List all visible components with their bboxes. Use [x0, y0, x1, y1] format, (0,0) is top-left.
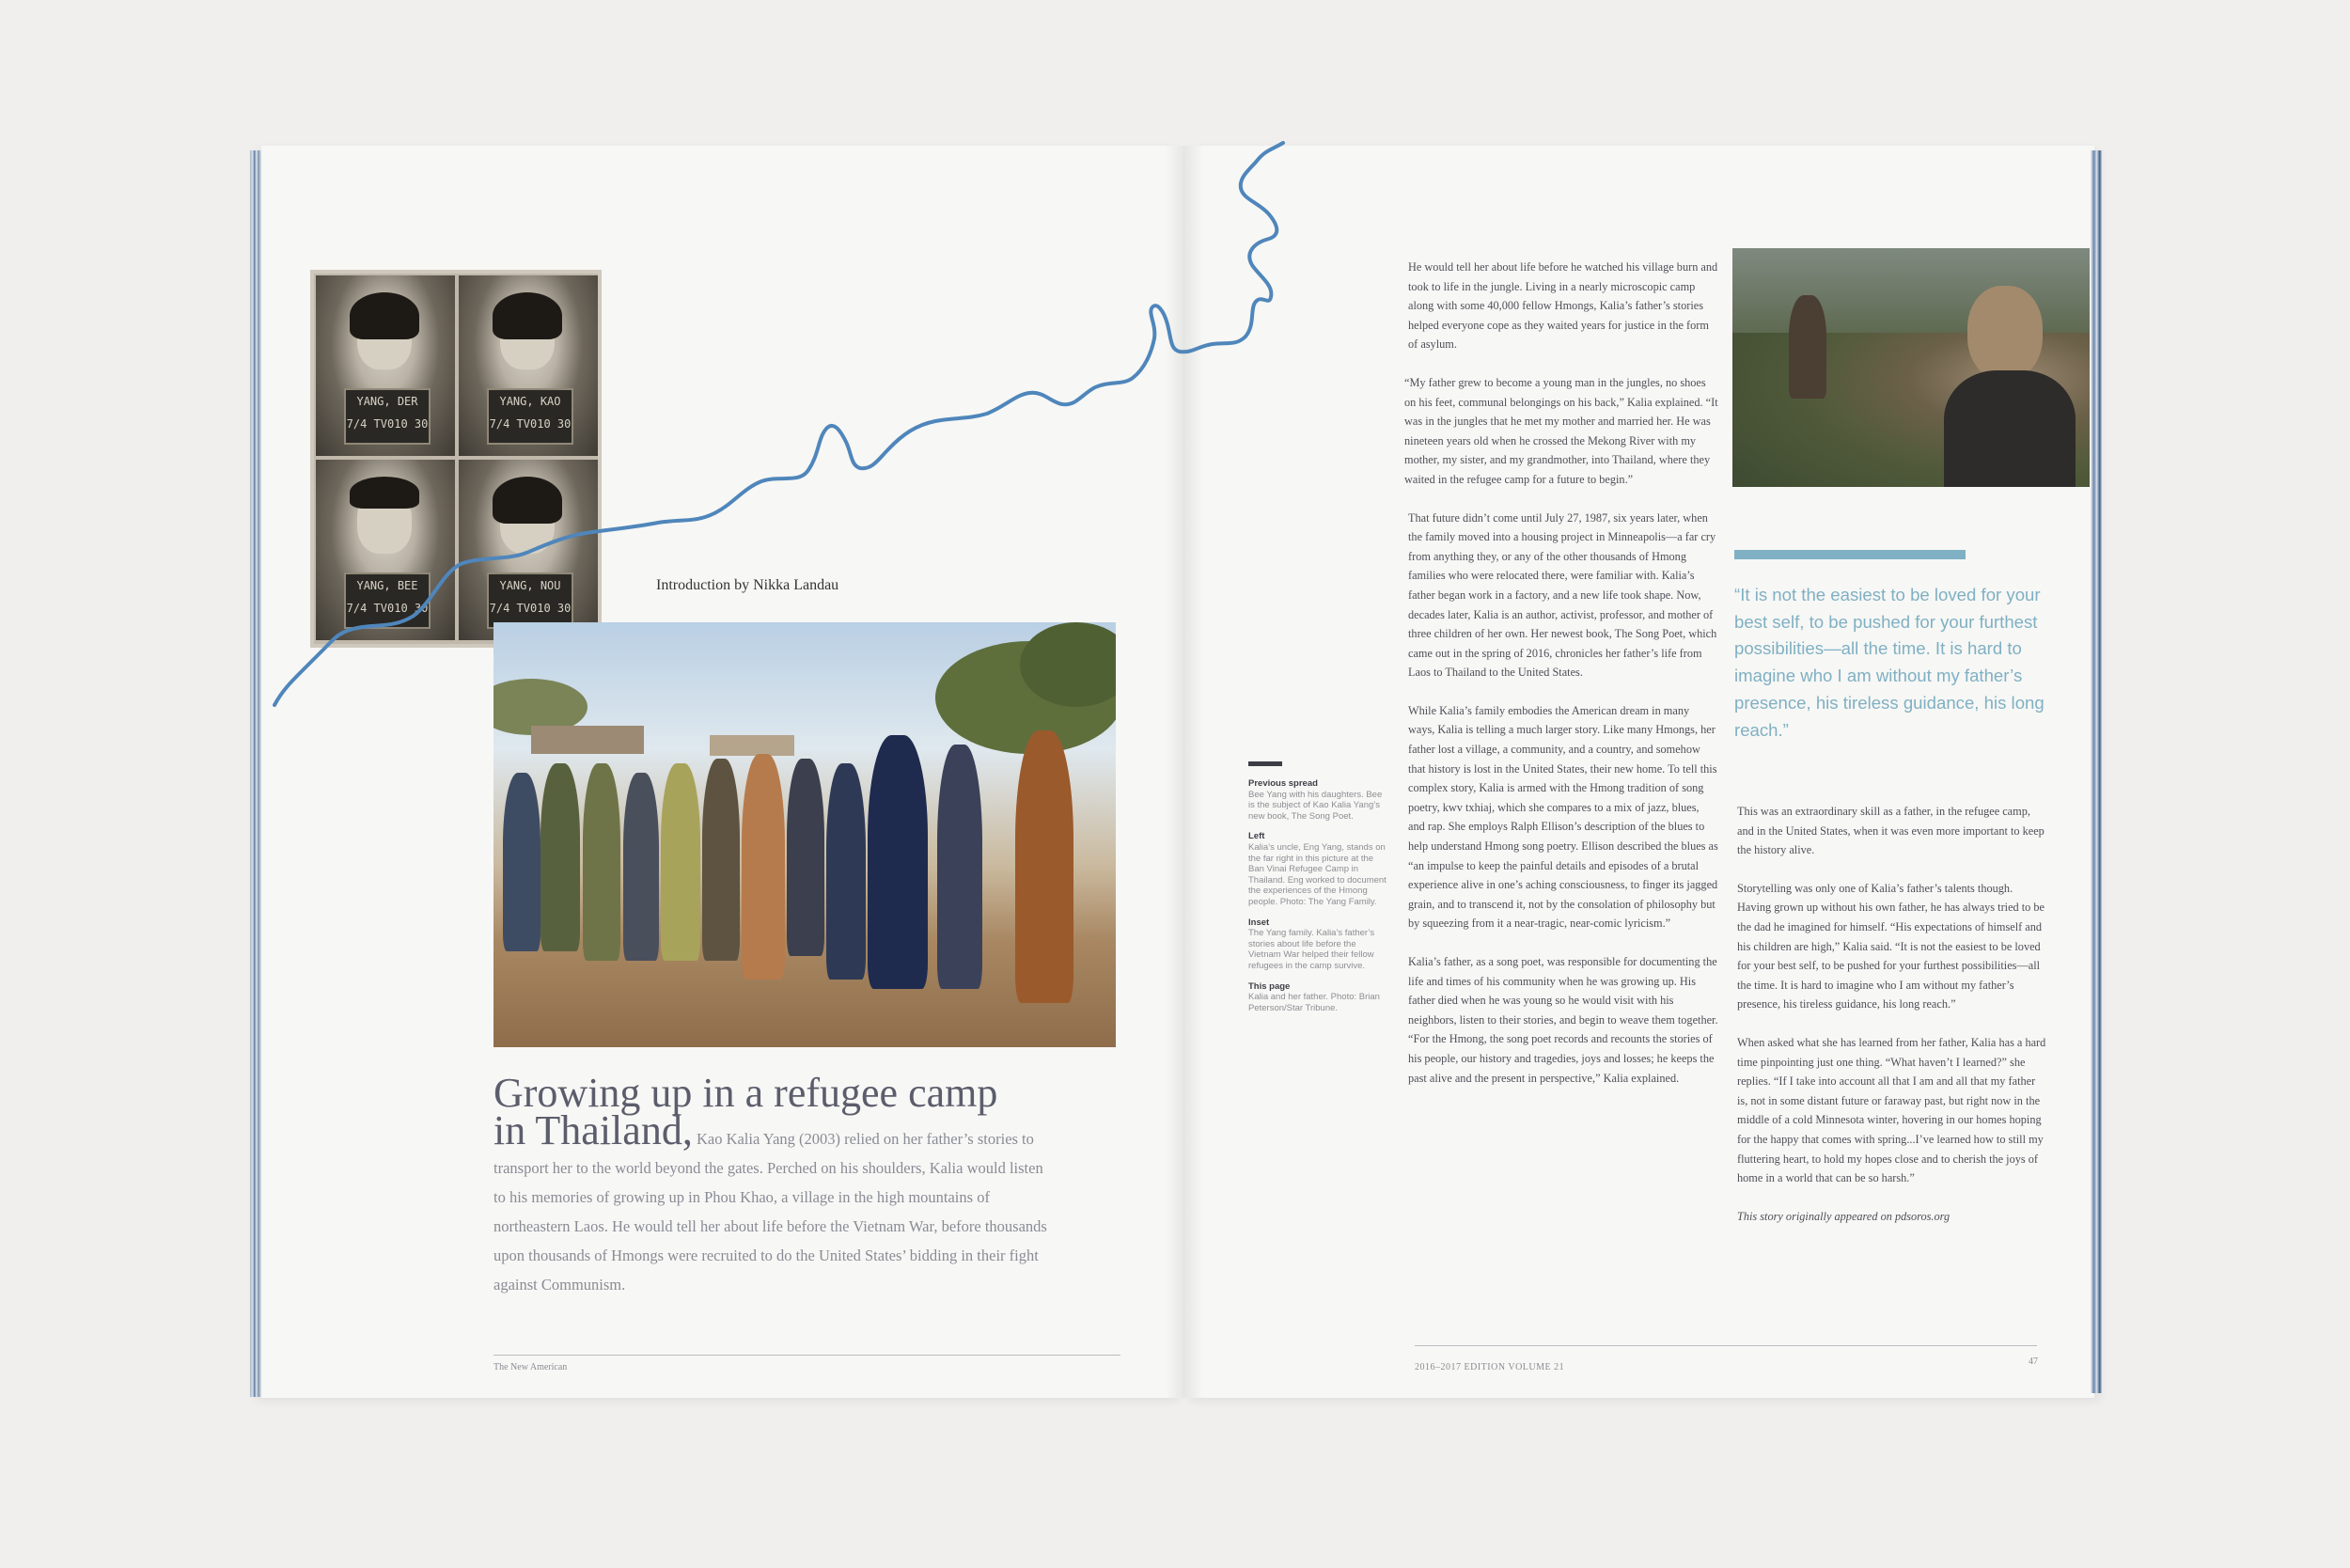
deck-paragraph — [494, 1107, 1058, 1299]
caption-inset: Inset The Yang family. Kalia’s father’s stories about life before the Vietnam War helped their fellow refugees in the camp survive. — [1248, 917, 1375, 971]
paragraph: He would tell her about life before he watched his village burn and took to life in the jungle. Living in a nearly microscopic camp along with some 40,000 fellow Hmongs, Kalia’s father’s stories helped everyone cope as they waited years for justice in the form of asylum. — [1408, 260, 1718, 352]
page-number: 47 — [2029, 1356, 2038, 1367]
footer-rule-right — [1415, 1345, 2037, 1346]
caption-this-page: This page Kalia and her father. Photo: Brian Peterson/Star Tribune. — [1248, 980, 1380, 1013]
paragraph: Storytelling was only one of Kalia’s father’s talents though. Having grown up without his own father, he has always tried to be the dad he imagined for himself. “His expectations of himself and his children are high,” Kalia said. “It is not the easiest to be loved for your best self, to be pushed for your furthest possibilities—all the time. It is hard to imagine who I am without my father’s presence, his tireless guidance, his long reach.” — [1737, 881, 2045, 1011]
byline: Introduction by Nikka Landau — [656, 577, 839, 593]
footer-publication-name: The New American — [494, 1362, 568, 1372]
paragraph: That future didn’t come until July 27, 1987, six years later, when the family moved into a housing project in Minneapolis—a far cry from anything they, or any of the other thousands of Hmong families who were relocated there, were familiar with. Kalia’s father began work in a factory, and a new life took shape. Now, decades later, Kalia is an author, activist, professor, and mother of three children of her own. Her newest book, The Song Poet, which came out in the spring of 2016, chronicles her father’s life from Laos to Thailand to the United States. — [1408, 510, 1717, 680]
paragraph: When asked what she has learned from her father, Kalia has a hard time pinpointing just one thing. “What haven’t I learned?” she replies. “If I take into account all that I am and all that my father is, not in some distant future or faraway past, but right now in the middle of a cold Minnesota winter, hovering in our homes hoping for the happy that comes with spring...I’ve learned how to still my fluttering heart, to hold my hopes close and to cherish the joys of home in a world that can be so harsh.” — [1737, 1035, 2046, 1185]
name-slate: YANG, KAO 7/4 TV010 30 — [487, 388, 573, 445]
paragraph: “My father grew to become a young man in the jungles, no shoes on his feet, communal belongings on his back,” Kalia explained. “It was in the jungles that he met my mother and married her. He was nineteen years old when he crossed the Mekong River with my mother, my sister, and my grandmother, into Thailand, where they waited in the refugee camp for a future to begin.” — [1404, 375, 1718, 486]
headline-line-2: in Thailand, — [494, 1107, 693, 1153]
name-slate: YANG, BEE 7/4 TV010 30 — [344, 572, 431, 629]
pull-quote-bar — [1734, 550, 1966, 559]
river-path — [274, 143, 1283, 705]
caption-bar — [1248, 761, 1282, 766]
pull-quote: “It is not the easiest to be loved for your best self, to be pushed for your furthest possibilities—all the time. It is hard to imagine who I am without my father’s presence, his tireless guidance, his long reach.” — [1734, 585, 2044, 740]
name-slate: YANG, NOU 7/4 TV010 30 — [487, 572, 573, 629]
paragraph: This was an extraordinary skill as a father, in the refugee camp, and in the United States, when it was even more important to keep the history alive. — [1737, 805, 2044, 857]
deck-text: Kao Kalia Yang (2003) relied on her father’s stories to transport her to the world beyond the gates. Perched on his shoulders, Kalia would listen to his memories of growing up in Phou Khao, a village in the high mountains of northeastern Laos. He would tell her about life before the Vietnam War, before thousands upon thousands of Hmongs were recruited to do the United States’ bidding in their fight against Communism. — [494, 1130, 1047, 1294]
story-credit: This story originally appeared on pdsoros.org — [1737, 1209, 1950, 1223]
body-column-2 — [1737, 802, 2047, 1245]
name-slate: YANG, DER 7/4 TV010 30 — [344, 388, 431, 445]
paragraph: While Kalia’s family embodies the American dream in many ways, Kalia is telling a much larger story. Like many Hmongs, her father lost a village, a community, and a country, and somehow that history is lost in the United States, their new home. To tell this complex story, Kalia is armed with the Hmong tradition of song poetry, kwv txhiaj, which she compares to a mix of jazz, blues, and rap. She employs Ralph Ellison’s description of the blues to help understand Hmong song poetry. Ellison described the blues as “an impulse to keep the painful details and episodes of a brutal experience alive in one’s aching consciousness, to finger its jagged grain, and to transcend it, not by the consolation of philosophy but by squeezing from it a near-tragic, near-comic lyricism.” — [1408, 703, 1718, 931]
paragraph: Kalia’s father, as a song poet, was responsible for documenting the life and times of his community when he was growing up. His father died when he was young so he would visit with his neighbors, listen to their stories, and begin to weave them together. “For the Hmong, the song poet records and recounts the stories of his people, our history and tragedies, joys and losses; he keeps the past alive and the present in perspective,” Kalia explained. — [1408, 955, 1718, 1085]
caption-left: Left Kalia’s uncle, Eng Yang, stands on the far right in this picture at the Ban Vinai Refugee Camp in Thailand. Eng worked to document the experiences of the Hmong people. Photo: The Yang Family. — [1248, 831, 1386, 907]
headline-line-1: Growing up in a refugee camp — [494, 1070, 998, 1116]
photo-captions — [1248, 778, 1389, 1023]
kalia-and-father-photo — [1732, 248, 2090, 487]
footer-rule-left — [494, 1355, 1120, 1356]
body-column-1 — [1404, 258, 1718, 1106]
footer-edition: 2016–2017 EDITION VOLUME 21 — [1415, 1362, 1565, 1372]
caption-previous-spread: Previous spread Bee Yang with his daughters. Bee is the subject of Kao Kalia Yang’s new book, The Song Poet. — [1248, 778, 1383, 822]
